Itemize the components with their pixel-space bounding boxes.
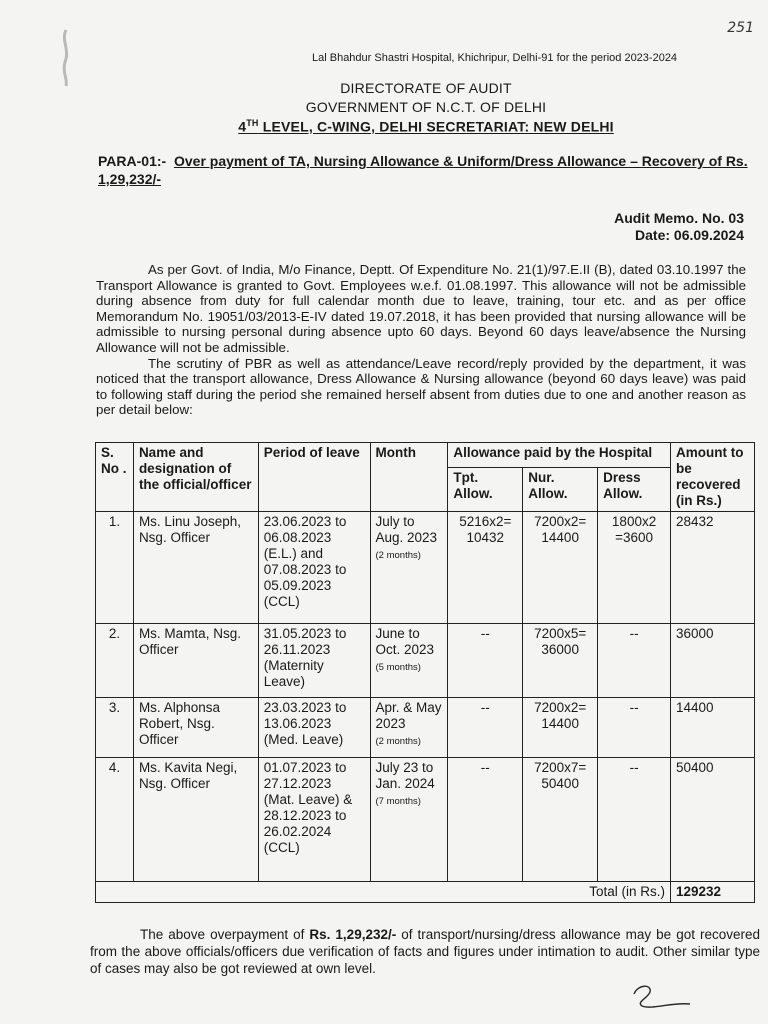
cell-tpt: -- [448, 698, 523, 758]
cell-amount: 36000 [671, 624, 755, 698]
header-dress: Dress Allow. [598, 467, 671, 511]
month-note: (5 months) [375, 662, 421, 673]
month-note: (7 months) [375, 796, 421, 807]
cell-nur: 7200x7= 50400 [523, 758, 598, 882]
para-title: Over payment of TA, Nursing Allowance & Uniform/Dress Allowance – Recovery of Rs. 1,29,232/- [98, 153, 748, 187]
cell-period: 23.06.2023 to 06.08.2023 (E.L.) and 07.08.2023 to 05.09.2023 (CCL) [258, 512, 370, 624]
hospital-line: Lal Bhahdur Shastri Hospital, Khichripur, Delhi-91 for the period 2023-2024 [312, 52, 678, 64]
memo-date: Date: 06.09.2024 [635, 227, 744, 243]
footer-post: of transport/nursing/dress allowance may be got recovered from the above officials/officers due verification of facts and figures under intimation to audit. Other similar type of cases may also be got reviewed at own level. [90, 927, 761, 976]
punch-hole-mark [58, 28, 74, 88]
cell-tpt: -- [448, 624, 523, 698]
cell-nur: 7200x5= 36000 [523, 624, 598, 698]
address-rest: LEVEL, C-WING, DELHI SECRETARIAT: NEW DELHI [258, 118, 614, 135]
cell-nur: 7200x2= 14400 [523, 512, 598, 624]
cell-month [370, 758, 448, 882]
cell-dress: -- [598, 624, 671, 698]
cell-month [370, 512, 448, 624]
header-period: Period of leave [258, 443, 370, 512]
total-label: Total (in Rs.) [96, 882, 671, 903]
header-nur: Nur. Allow. [523, 467, 598, 511]
header-month: Month [370, 443, 448, 512]
cell-name: Ms. Linu Joseph, Nsg. Officer [133, 512, 258, 624]
table-row [96, 758, 755, 882]
cell-name: Ms. Kavita Negi, Nsg. Officer [133, 758, 258, 882]
cell-amount: 50400 [671, 758, 755, 882]
cell-period: 01.07.2023 to 27.12.2023 (Mat. Leave) & 28.12.2023 to 26.02.2024 (CCL) [258, 758, 370, 882]
cell-dress: -- [598, 698, 671, 758]
cell-period: 23.03.2023 to 13.06.2023 (Med. Leave) [258, 698, 370, 758]
cell-amount: 28432 [671, 512, 755, 624]
cell-month [370, 698, 448, 758]
cell-month [370, 624, 448, 698]
month-text: July 23 to Jan. 2024 [375, 760, 435, 791]
cell-dress: -- [598, 758, 671, 882]
memo-block [614, 210, 744, 244]
cell-period: 31.05.2023 to 26.11.2023 (Maternity Leave) [258, 624, 370, 698]
government-title: GOVERNMENT OF N.C.T. OF DELHI [305, 99, 547, 115]
total-value: 129232 [671, 882, 755, 903]
cell-sno: 3. [96, 698, 134, 758]
body-paragraph-1: As per Govt. of India, M/o Finance, Deptt. Of Expenditure No. 21(1)/97.E.II (B), dated 03.10.1997 the Transport Allowance is granted to Govt. Employees w.e.f. 01.08.1997. This allowance will not be admissible during absence from duty for full calendar month due to leave, training, tour etc. and as per office Memorandum No. 19051/03/2013-E-IV dated 19.07.2018, it has been provided that nursing allowance will be admissible to nursing personal during absence upto 60 days. Beyond 60 days leave/absence the Nursing Allowance will not be admissible. [96, 262, 746, 355]
table-header-row [96, 443, 755, 468]
page-number: 251 [727, 20, 754, 36]
table-row [96, 624, 755, 698]
cell-tpt: -- [448, 758, 523, 882]
memo-number: Audit Memo. No. 03 [614, 210, 744, 226]
address-sup: TH [246, 118, 259, 128]
cell-sno: 2. [96, 624, 134, 698]
cell-name: Ms. Alphonsa Robert, Nsg. Officer [133, 698, 258, 758]
footer-amount: Rs. 1,29,232/- [309, 927, 397, 942]
month-text: Apr. & May 2023 [375, 700, 442, 731]
cell-sno: 4. [96, 758, 134, 882]
body-paragraph-2: The scrutiny of PBR as well as attendance/Leave record/reply provided by the department, it was noticed that the transport allowance, Dress Allowance & Nursing allowance (beyond 60 days leave) was paid to following staff during the period she remained herself absent from duties due to one and another reason as per detail below: [96, 355, 746, 418]
header-tpt: Tpt. Allow. [448, 467, 523, 511]
header-name: Name and designation of the official/officer [133, 443, 258, 512]
cell-amount: 14400 [671, 698, 755, 758]
header-allowance-group: Allowance paid by the Hospital [448, 443, 671, 468]
para-label: PARA-01:- [98, 153, 167, 169]
month-note: (2 months) [375, 736, 421, 747]
para-heading [98, 152, 758, 188]
cell-name: Ms. Mamta, Nsg. Officer [133, 624, 258, 698]
cell-dress: 1800x2 =3600 [598, 512, 671, 624]
signature-mark [628, 980, 698, 1014]
body-text [96, 262, 746, 418]
cell-tpt: 5216x2= 10432 [448, 512, 523, 624]
directorate-title: DIRECTORATE OF AUDIT [340, 80, 512, 96]
header-amount: Amount to be recovered (in Rs.) [671, 443, 755, 512]
header-sno: S. No . [96, 443, 134, 512]
month-text: July to Aug. 2023 [375, 514, 438, 545]
table-row [96, 698, 755, 758]
footer-pre: The above overpayment of [140, 927, 310, 942]
recovery-table [95, 442, 755, 903]
footer-text [90, 926, 760, 977]
table-total-row [96, 882, 755, 903]
cell-sno: 1. [96, 512, 134, 624]
month-note: (2 months) [375, 550, 421, 561]
address-line [42, 118, 768, 135]
cell-nur: 7200x2= 14400 [523, 698, 598, 758]
table-row [96, 512, 755, 624]
address-level: 4 [238, 118, 247, 135]
month-text: June to Oct. 2023 [375, 626, 435, 657]
